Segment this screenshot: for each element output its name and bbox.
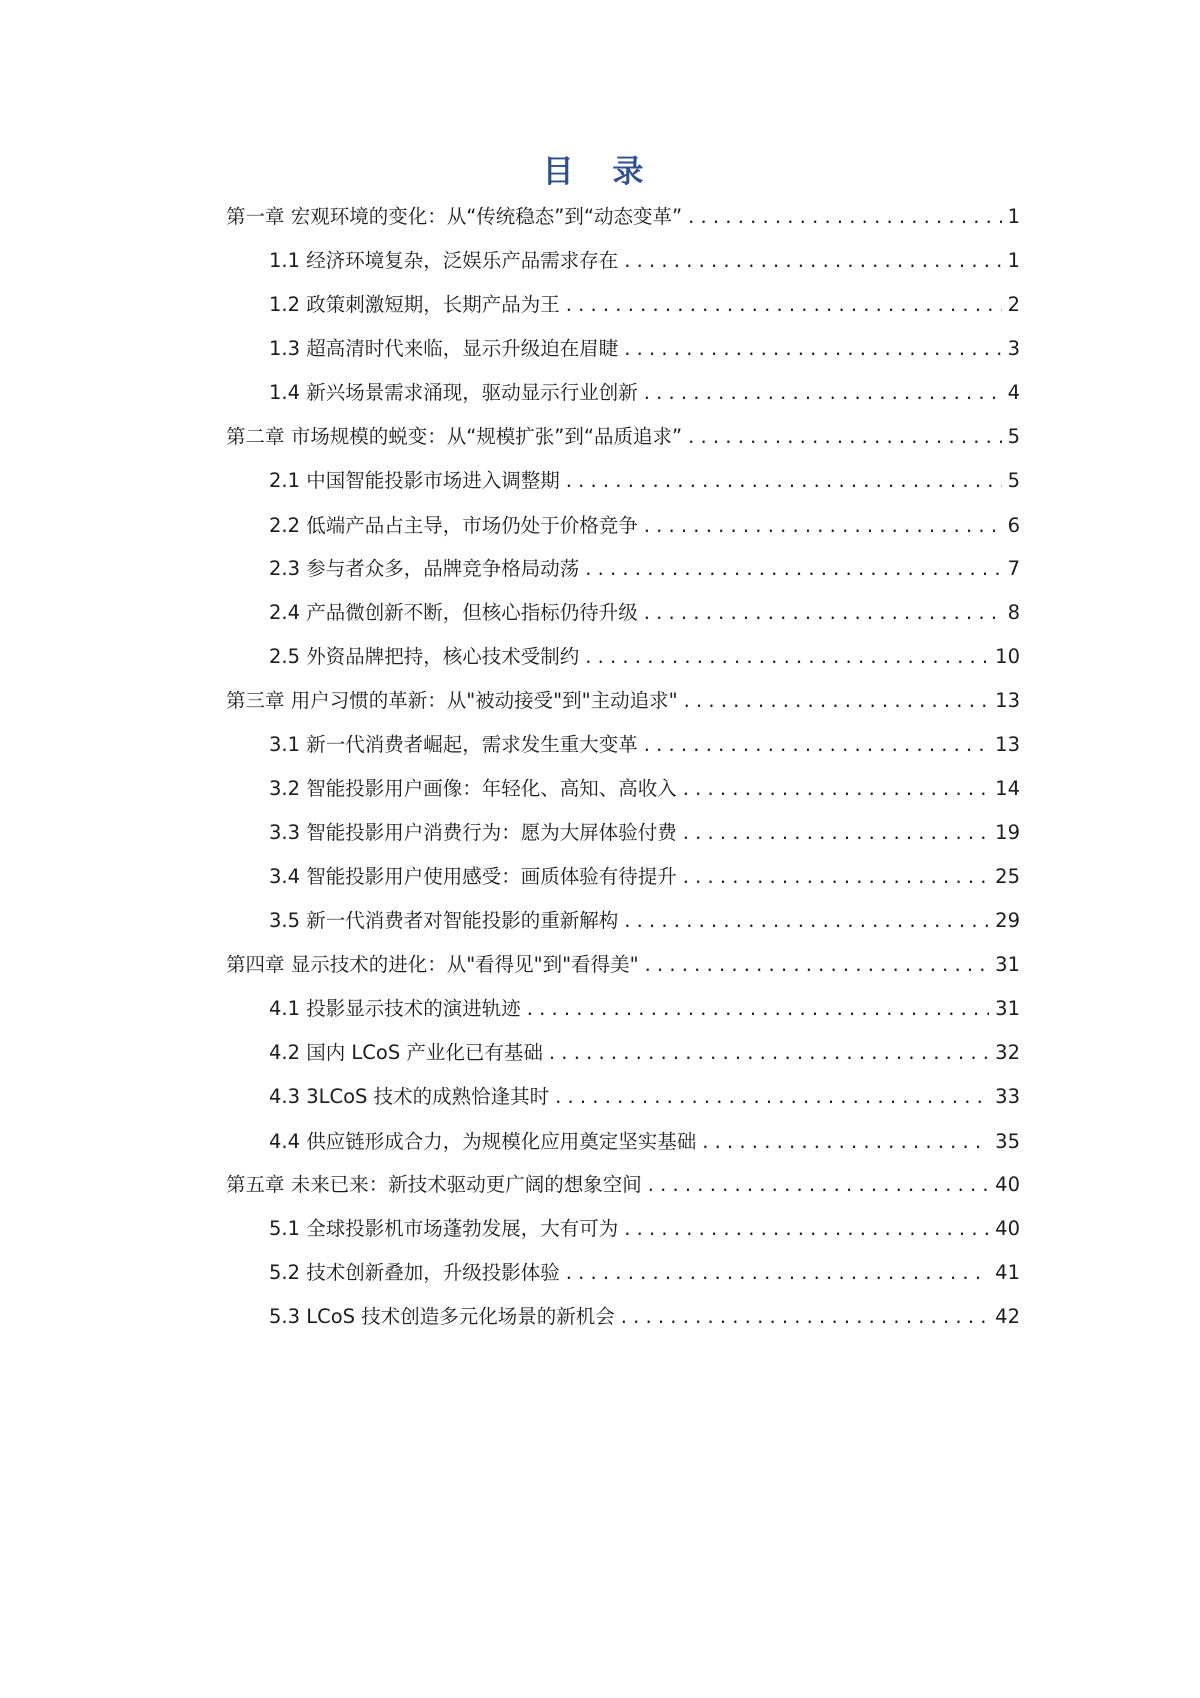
toc-section-entry[interactable] [269, 862, 1020, 892]
toc-chapter-entry[interactable] [226, 950, 1020, 980]
dot-leader [527, 994, 989, 1024]
toc-entry-title: 1.1 经济环境复杂，泛娱乐产品需求存在 [269, 249, 619, 272]
toc-page-number: 19 [995, 821, 1020, 844]
toc-page-number: 42 [995, 1305, 1020, 1328]
dot-leader [566, 290, 1002, 320]
dot-leader [624, 1214, 989, 1244]
toc-entry-title: 3.1 新一代消费者崛起，需求发生重大变革 [269, 733, 638, 756]
toc-entry-title: 第二章 市场规模的蜕变：从“规模扩张”到“品质追求” [226, 425, 683, 448]
dot-leader [624, 334, 1001, 364]
toc-section-entry[interactable] [269, 818, 1020, 848]
dot-leader [683, 774, 989, 804]
toc-page-number: 3 [1007, 337, 1020, 360]
dot-leader [683, 818, 989, 848]
toc-entry-title: 1.4 新兴场景需求涌现，驱动显示行业创新 [269, 381, 638, 404]
dot-leader [648, 1170, 989, 1200]
toc-entry-title: 4.1 投影显示技术的演进轨迹 [269, 997, 521, 1020]
toc-section-entry[interactable] [269, 466, 1020, 496]
toc-section-entry[interactable] [269, 598, 1020, 628]
toc-entry-title: 1.2 政策刺激短期，长期产品为王 [269, 293, 560, 316]
toc-page-number: 35 [995, 1130, 1020, 1153]
toc-section-entry[interactable] [269, 642, 1020, 672]
toc-section-entry[interactable] [269, 1038, 1020, 1068]
toc-entry-title: 第三章 用户习惯的革新：从"被动接受"到"主动追求" [226, 689, 678, 712]
toc-section-entry[interactable] [269, 1258, 1020, 1288]
toc-page-number: 10 [995, 645, 1020, 668]
toc-entry-title: 第五章 未来已来：新技术驱动更广阔的想象空间 [226, 1173, 642, 1196]
dot-leader [683, 862, 989, 892]
toc-section-entry[interactable] [269, 1127, 1020, 1157]
toc-entry-title: 2.5 外资品牌把持，核心技术受制约 [269, 645, 580, 668]
toc-entry-title: 3.5 新一代消费者对智能投影的重新解构 [269, 909, 619, 932]
dot-leader [644, 730, 989, 760]
toc-section-entry[interactable] [269, 378, 1020, 408]
toc-section-entry[interactable] [269, 906, 1020, 936]
toc-entry-title: 2.2 低端产品占主导，市场仍处于价格竞争 [269, 514, 638, 537]
toc-chapter-entry[interactable] [226, 422, 1020, 452]
dot-leader [585, 554, 1001, 584]
toc-entry-title: 第四章 显示技术的进化：从"看得见"到"看得美" [226, 953, 639, 976]
toc-page-number: 5 [1007, 425, 1020, 448]
toc-entry-title: 2.1 中国智能投影市场进入调整期 [269, 469, 560, 492]
toc-page-number: 1 [1007, 205, 1020, 228]
toc-section-entry[interactable] [269, 1302, 1020, 1332]
dot-leader [549, 1038, 989, 1068]
toc-page-number: 29 [995, 909, 1020, 932]
toc-entry-title: 5.2 技术创新叠加，升级投影体验 [269, 1261, 560, 1284]
toc-page-number: 4 [1007, 381, 1020, 404]
toc-entry-title: 2.4 产品微创新不断，但核心指标仍待升级 [269, 601, 638, 624]
dot-leader [566, 466, 1002, 496]
toc-page-number: 31 [995, 953, 1020, 976]
toc-page-number: 40 [995, 1217, 1020, 1240]
toc-section-entry[interactable] [269, 290, 1020, 320]
toc-entry-title: 第一章 宏观环境的变化：从“传统稳态”到“动态变革” [226, 205, 683, 228]
toc-section-entry[interactable] [269, 1214, 1020, 1244]
toc-entry-title: 3.3 智能投影用户消费行为：愿为大屏体验付费 [269, 821, 677, 844]
toc-section-entry[interactable] [269, 334, 1020, 364]
toc-section-entry[interactable] [269, 246, 1020, 276]
toc-entry-title: 5.3 LCoS 技术创造多元化场景的新机会 [269, 1305, 615, 1328]
dot-leader [566, 1258, 989, 1288]
toc-section-entry[interactable] [269, 511, 1020, 541]
dot-leader [624, 246, 1001, 276]
toc-entry-title: 4.3 3LCoS 技术的成熟恰逢其时 [269, 1085, 550, 1108]
toc-page-number: 1 [1007, 249, 1020, 272]
dot-leader [702, 1127, 989, 1157]
dot-leader [644, 598, 1002, 628]
toc-page-number: 13 [995, 733, 1020, 756]
toc-page-number: 5 [1007, 469, 1020, 492]
toc-page-number: 25 [995, 865, 1020, 888]
toc-entry-title: 4.4 供应链形成合力，为规模化应用奠定坚实基础 [269, 1130, 697, 1153]
toc-page-number: 41 [995, 1261, 1020, 1284]
page-title: 目 录 [542, 154, 658, 190]
toc-entry-title: 1.3 超高清时代来临，显示升级迫在眉睫 [269, 337, 619, 360]
dot-leader [624, 906, 989, 936]
toc-entry-title: 5.1 全球投影机市场蓬勃发展，大有可为 [269, 1217, 619, 1240]
toc-page-number: 6 [1007, 514, 1020, 537]
toc-page-number: 33 [995, 1085, 1020, 1108]
toc-page-number: 13 [995, 689, 1020, 712]
dot-leader [645, 950, 990, 980]
dot-leader [688, 422, 1001, 452]
toc-entry-title: 3.4 智能投影用户使用感受：画质体验有待提升 [269, 865, 677, 888]
toc-chapter-entry[interactable] [226, 1170, 1020, 1200]
toc-chapter-entry[interactable] [226, 202, 1020, 232]
toc-section-entry[interactable] [269, 1082, 1020, 1112]
dot-leader [688, 202, 1001, 232]
toc-page-number: 31 [995, 997, 1020, 1020]
dot-leader [644, 378, 1002, 408]
toc-entry-title: 2.3 参与者众多，品牌竞争格局动荡 [269, 557, 580, 580]
dot-leader [644, 511, 1002, 541]
toc-entry-title: 4.2 国内 LCoS 产业化已有基础 [269, 1041, 543, 1064]
toc-page-number: 7 [1007, 557, 1020, 580]
toc-page-number: 32 [995, 1041, 1020, 1064]
toc-chapter-entry[interactable] [226, 686, 1020, 716]
dot-leader [621, 1302, 989, 1332]
toc-section-entry[interactable] [269, 730, 1020, 760]
dot-leader [684, 686, 990, 716]
toc-section-entry[interactable] [269, 774, 1020, 804]
dot-leader [555, 1082, 989, 1112]
toc-page-number: 14 [995, 777, 1020, 800]
toc-section-entry[interactable] [269, 554, 1020, 584]
toc-entry-title: 3.2 智能投影用户画像：年轻化、高知、高收入 [269, 777, 677, 800]
toc-page-number: 2 [1007, 293, 1020, 316]
toc-page-number: 8 [1007, 601, 1020, 624]
toc-section-entry[interactable] [269, 994, 1020, 1024]
dot-leader [585, 642, 989, 672]
toc-page-number: 40 [995, 1173, 1020, 1196]
